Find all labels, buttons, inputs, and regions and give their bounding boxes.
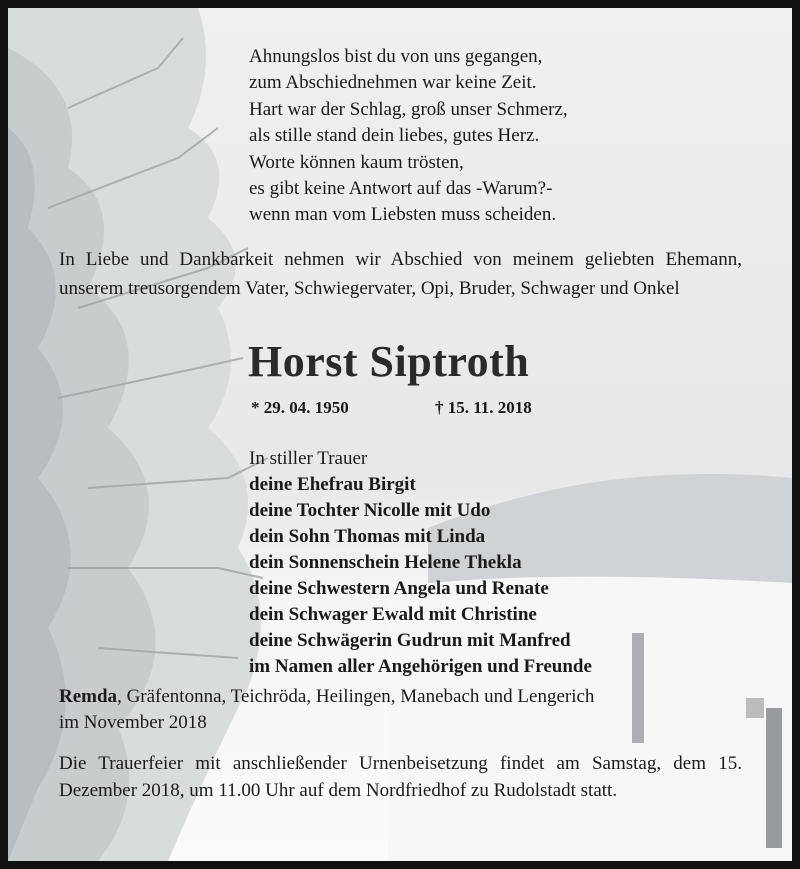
place-remda: Remda bbox=[59, 686, 118, 707]
mourners-list bbox=[249, 446, 592, 680]
death-date: † 15. 11. 2018 bbox=[435, 398, 532, 417]
poem-line: Ahnungslos bist du von uns gegangen, bbox=[249, 46, 543, 67]
funeral-ceremony-info: Die Trauerfeier mit anschließender Urnenbeisetzung findet am Samstag, dem 15. Dezember 2018, um 11.00 Uhr auf dem Nordfriedhof zu Rudolstadt statt. bbox=[59, 753, 742, 801]
mourner-line: deine Tochter Nicolle mit Udo bbox=[249, 500, 491, 521]
places-and-date bbox=[59, 684, 749, 736]
poem-line: Hart war der Schlag, groß unser Schmerz, bbox=[249, 98, 568, 120]
deceased-name: Horst Siptroth bbox=[248, 337, 530, 386]
mourner-line: deine Schwestern Angela und Renate bbox=[249, 578, 549, 599]
mourner-line: dein Sonnenschein Helene Thekla bbox=[249, 552, 522, 573]
place-date: im November 2018 bbox=[59, 712, 207, 733]
mourner-line: dein Schwager Ewald mit Christine bbox=[249, 604, 537, 625]
poem-line: es gibt keine Antwort auf das -Warum?- bbox=[249, 178, 553, 200]
poem-line: zum Abschiednehmen war keine Zeit. bbox=[249, 72, 537, 94]
mourner-line: deine Ehefrau Birgit bbox=[249, 474, 416, 495]
mourners-heading: In stiller Trauer bbox=[249, 448, 368, 469]
place-list: , Gräfentonna, Teichröda, Heilingen, Manebach und Lengerich bbox=[117, 686, 595, 707]
memorial-poem bbox=[249, 44, 568, 229]
mourner-line: dein Sohn Thomas mit Linda bbox=[249, 526, 486, 547]
poem-line: Worte können kaum trösten, bbox=[249, 151, 464, 173]
farewell-intro-text: In Liebe und Dankbarkeit nehmen wir Abschied von meinem geliebten Ehemann, unserem treusorgendem Vater, Schwiegervater, Opi, Bruder, Schwager und Onkel bbox=[59, 249, 742, 299]
birth-date: * 29. 04. 1950 bbox=[251, 398, 349, 417]
mourner-line: deine Schwägerin Gudrun mit Manfred bbox=[249, 630, 571, 651]
poem-line: als stille stand dein liebes, gutes Herz. bbox=[249, 125, 540, 147]
mourner-line: im Namen aller Angehörigen und Freunde bbox=[249, 656, 592, 677]
poem-line: wenn man vom Liebsten muss scheiden. bbox=[249, 204, 557, 226]
